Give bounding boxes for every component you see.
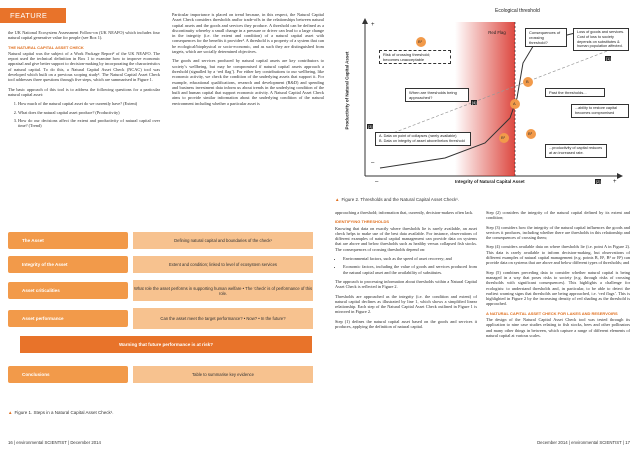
paragraph: The design of the Natural Capital Asset Check tool was tested through its application to nine case studies relating to fish stocks, bees and other pollinators and many other things in between, which capture a range of different elements of natural capital at various scales.	[486, 317, 630, 338]
paragraph: Thresholds are approached as the integrity (i.e. the condition and extent) of natural capital declines as illustrated by line 1, which shows a simplified linear relationship. Each step of the Natural Capital Asset Check outlined in Figure 1 is mirrored in Figure 2.	[335, 293, 477, 315]
point-label: A	[513, 101, 516, 106]
loss-box: Loss of goods and services. Cost of loss to society depends on substitutes & human population affected.	[573, 28, 629, 51]
point-label: B	[526, 79, 529, 84]
left-text-column	[8, 30, 160, 131]
flow-step: Conclusions	[8, 366, 128, 383]
point-label: B³	[528, 131, 532, 136]
paragraph: the UK National Ecosystem Assessment Follow-on (UK NEAFO) which includes four natural capital generative value for people (see Box 1).	[8, 30, 160, 41]
third-text-column	[335, 210, 477, 333]
past-threshold-box: Past the thresholds...	[545, 88, 605, 97]
flow-step: Asset performance	[8, 310, 128, 327]
question-item: 2. What does the natural capital asset produce? (Productivity)	[18, 110, 160, 115]
paragraph: Step (4) considers available data on where thresholds lie (i.e. point A in Figure 2). This data is rarely available to inform decision-making, but observations of different examples of natural capital management (e.g. points B, B¹, B² or B³) can provide data on systems that are above and below different types of thresholds; and	[486, 244, 630, 266]
warning-band: Warning that future performance is at risk?	[20, 336, 312, 353]
y-axis-plus: +	[371, 22, 375, 28]
flow-step: Integrity of the Asset	[8, 256, 128, 273]
risk-box: Risk of crossing threshold; becomes unacceptable	[379, 50, 451, 64]
fourth-text-column	[486, 210, 630, 342]
paragraph: approaching a threshold; information that, currently, decision-makers often lack.	[335, 210, 474, 215]
question-list	[8, 101, 160, 128]
section-heading: THE NATURAL CAPITAL ASSET CHECK	[8, 44, 84, 50]
step-number-2: [2]	[596, 179, 601, 184]
step-number-1: [1]	[606, 56, 611, 61]
bullet-item: • Economic factors, including the value of goods and services produced from the natural capital asset and the availability of substitutes.	[343, 264, 477, 275]
legend-a: A. Data on point of collapses (rarely available)	[379, 134, 457, 138]
step-number-3: [3]	[368, 124, 373, 129]
bullet-item: • Environmental factors, such as the speed of asset recovery; and	[343, 256, 477, 261]
y-axis-label: Productivity of Natural Capital Asset	[344, 51, 350, 130]
flow-step-description: Defining natural capital and boundaries of the check¹	[133, 232, 313, 249]
flow-step-description: What role the asset performs in supporting human welfare • The ‘check’ is of performance of this role.	[133, 280, 313, 301]
when-box: When are thresholds being approached?	[405, 88, 469, 102]
feature-tag: FEATURE	[0, 8, 66, 23]
footer-right: December 2014 | environmental SCIENTIST | 17	[537, 440, 630, 445]
paragraph: Step (2) considers the integrity of the natural capital defined by its extent and condition;	[486, 210, 630, 221]
paragraph: Knowing that data on exactly where thresholds lie is rarely available, an asset check helps to make use of the best data available. For instance, observations of different examples of natural capital management can provide data on systems that are above and below thresholds such as healthy versus collapsed fish stocks. The consequences of crossing thresholds depend on:	[335, 225, 477, 252]
point-label: B²	[501, 135, 505, 140]
footer-left: 16 | environmental SCIENTIST | December 2014	[8, 440, 101, 445]
x-axis-plus: +	[613, 179, 617, 185]
legend-box	[375, 132, 471, 146]
caption-triangle-icon: ▲	[335, 197, 340, 202]
legend-b: B. Data on integrity of asset above/below threshold	[379, 138, 465, 143]
flow-step: The Asset	[8, 232, 128, 249]
flow-step-description: Can the asset meet the target performance? • Now? • In the future?	[133, 308, 313, 329]
paragraph: The basic approach of this tool is to address the following questions for a particular natural capital asset:	[8, 86, 160, 97]
flow-step-description: Table to summarise key evidence	[133, 366, 313, 383]
question-item: 3. How do our decisions affect the extent and productivity of natural capital over time? (Trend)	[18, 118, 160, 129]
paragraph: Natural capital was the subject of a Work Package Report² of the UK NEAFO. The report used the technical definition in Box 1 to examine how to improve economic appraisal and give better support to decision-making by incorporating the characteristics of natural capital. To do this, a Natural Capital Asset Check (NCAC) tool was developed which built on a previous scoping study³. The Natural Capital Asset Check tool addresses three questions through five steps, which are summarised in Figure 1.	[8, 50, 160, 83]
caption-triangle-icon: ▲	[8, 410, 13, 415]
figure-2-caption: ▲ Figure 2. Thresholds and the Natural Capital Asset Check¹.	[335, 197, 459, 202]
paragraph: The goods and services produced by natural capital assets are key contributors to society’s wellbeing, but may be compromised if natural capital assets approach a threshold (signalled by a ‘red flag’). For either key contributions to our wellbeing, like economic activity, we check the condition of the underlying assets that support it. For example, educational qualifications, research and development (R&D) and spending and business investment data inform us about trends in the underlying condition of the built and human capital that support economic activity. A Natural Capital Asset Check aims to provide similar information about the underlying condition of the natural environment including whether a particular asset is	[172, 58, 324, 106]
figure-1-flow	[8, 232, 318, 428]
x-axis-label: Integrity of Natural Capital Asset	[455, 179, 525, 184]
y-axis-minus: –	[371, 160, 375, 166]
consequences-box: Consequences of crossing threshold?	[525, 28, 567, 47]
paragraph: Step (3) considers how the integrity of the natural capital influences the goods and services it produces, including whether there are thresholds in this relationship and the consequences of crossing them;	[486, 224, 630, 241]
red-flag-label: Red Flag	[488, 30, 506, 35]
figure-1-caption: ▲ Figure 1. Steps in a Natural Capital Asset Check¹.	[8, 410, 114, 415]
section-heading: A NATURAL CAPITAL ASSET CHECK FOR LAKES AND RESERVOIRS	[486, 310, 618, 316]
step-number-4: [4]	[472, 100, 477, 105]
paragraph: The approach to processing information about thresholds within a Natural Capital Asset Check is reflected in Figure 2.	[335, 278, 477, 290]
ability-box: ...ability to restore capital becomes compromised	[571, 104, 629, 118]
x-axis-arrow-icon	[617, 173, 623, 179]
middle-text-column	[172, 12, 324, 110]
bullet-list	[335, 256, 477, 275]
section-heading: IDENTIFYING THRESHOLDS	[335, 219, 390, 225]
flow-step-description: Extent and condition; linked to level of ecosystem services	[133, 256, 313, 273]
x-axis-minus: –	[375, 179, 379, 185]
paragraph: Step (5) combines preceding data to consider whether natural capital is being managed in a way that poses risks to society (e.g. through risks of crossing thresholds with significant consequences). This highlights a challenge for ecologists: to understand thresholds and, in particular, to be able to detect the earliest warning signs that thresholds are being approached, i.e. ‘red flags’. This is highlighted in Figure 2 by the increasing density of red shading as the threshold is approached.	[486, 269, 630, 307]
question-item: 1. How much of the natural capital asset do we currently have? (Extent)	[18, 101, 160, 106]
y-axis-arrow-icon	[362, 18, 368, 24]
point-label: B¹	[418, 39, 422, 44]
ecological-threshold-label: Ecological threshold	[495, 8, 540, 14]
productivity-box: ...productivity of capital reduces at an increased rate.	[545, 144, 607, 158]
paragraph: Particular importance is placed on trend because, in this respect, the Natural Capital Asset Check considers thresholds and/or trade-offs in the relationships between natural capital assets and the goods and services they produce. A threshold can be defined as a discontinuity whereby a small change in a pressure or driver can lead to a large change in the integrity (i.e. the extent and condition) of a natural capital asset with consequences for the benefits it provides⁴. A threshold is a property of a system that can be ecological/biophysical or socio-economic, and as such they are distinguished from targets, which are socially determined objectives.	[172, 12, 324, 55]
figure-2-threshold-diagram	[335, 8, 630, 193]
paragraph: Step (1) defines the natural capital asset based on the goods and services it produces, applying the definition of natural capital.	[335, 318, 477, 330]
flow-step: Asset criticalities	[8, 282, 128, 299]
